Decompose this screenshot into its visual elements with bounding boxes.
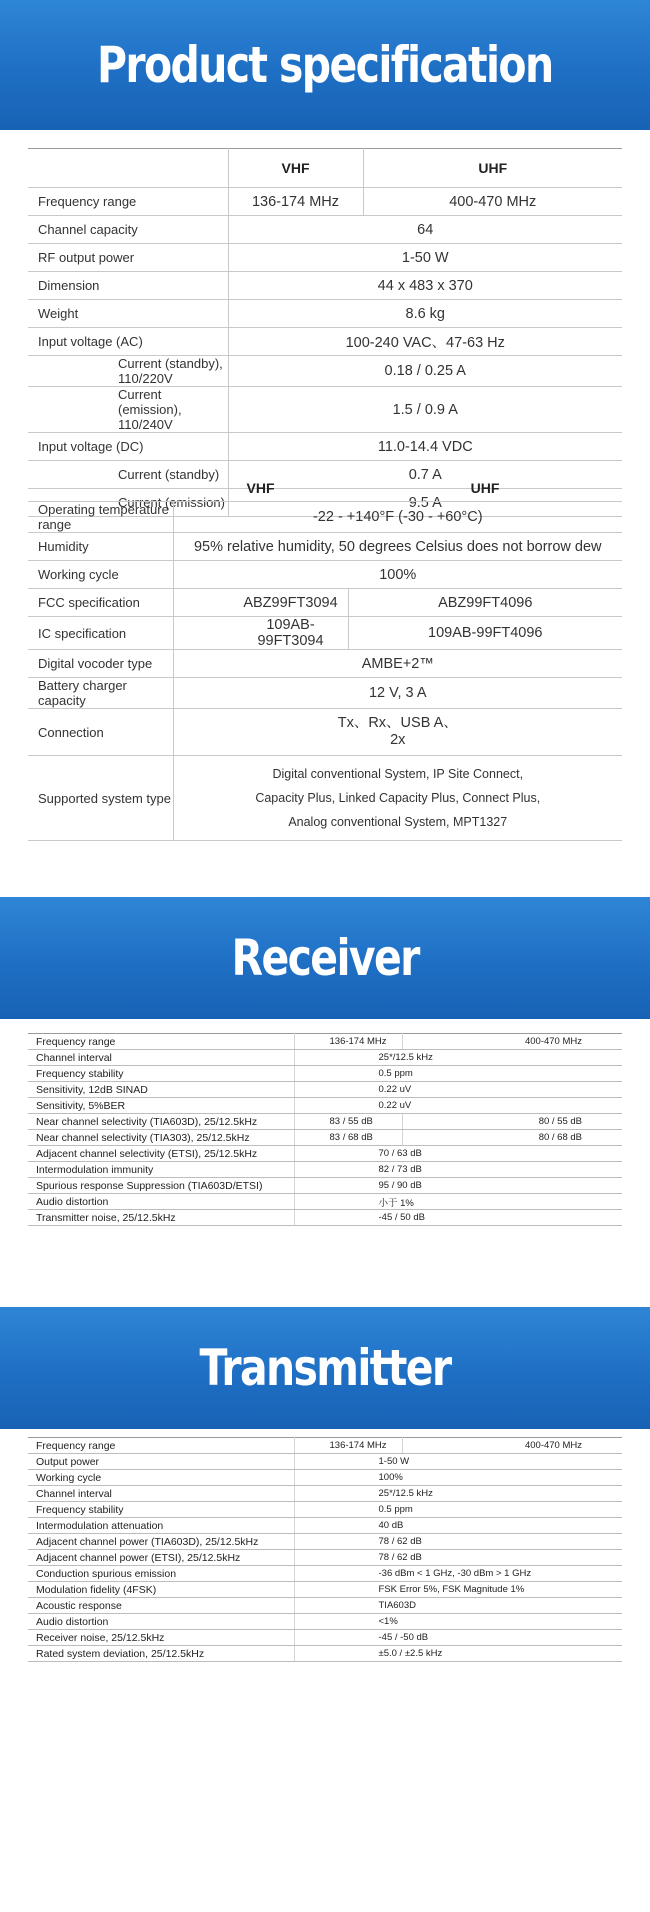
spec-value: 100% xyxy=(173,561,622,589)
receiver-value: 70 / 63 dB xyxy=(294,1146,622,1162)
transmitter-value-uhf: 400-470 MHz xyxy=(402,1438,622,1454)
receiver-label: Channel interval xyxy=(28,1050,294,1066)
receiver-row xyxy=(28,1162,622,1178)
receiver-value: 0.22 uV xyxy=(294,1082,622,1098)
spec-label: Humidity xyxy=(28,533,173,561)
spec-label: Input voltage (DC) xyxy=(28,433,228,461)
spec-label: IC specification xyxy=(28,617,173,650)
spec-label: Current (emission), 110/240V xyxy=(28,387,228,433)
receiver-value: 小于 1% xyxy=(294,1194,622,1210)
transmitter-value: 78 / 62 dB xyxy=(294,1534,622,1550)
connection-line: 2x xyxy=(390,732,406,748)
receiver-label: Audio distortion xyxy=(28,1194,294,1210)
receiver-value-uhf: 80 / 55 dB xyxy=(402,1114,622,1130)
spec-label: Connection xyxy=(28,709,173,756)
receiver-row xyxy=(28,1114,622,1130)
transmitter-label: Intermodulation attenuation xyxy=(28,1518,294,1534)
section-title: Transmitter xyxy=(199,1339,451,1397)
receiver-row xyxy=(28,1098,622,1114)
receiver-label: Frequency range xyxy=(28,1034,294,1050)
receiver-label: Frequency stability xyxy=(28,1066,294,1082)
receiver-label: Transmitter noise, 25/12.5kHz xyxy=(28,1210,294,1226)
receiver-value: 95 / 90 dB xyxy=(294,1178,622,1194)
receiver-value-vhf: 83 / 68 dB xyxy=(294,1130,402,1146)
spec-row xyxy=(28,188,622,216)
transmitter-value: -45 / -50 dB xyxy=(294,1630,622,1646)
spec-label: Input voltage (AC) xyxy=(28,328,228,356)
transmitter-value: TIA603D xyxy=(294,1598,622,1614)
connection-value xyxy=(173,709,622,756)
spec-row xyxy=(28,650,622,678)
spec-value: 12 V, 3 A xyxy=(173,678,622,709)
transmitter-label: Acoustic response xyxy=(28,1598,294,1614)
spec-row xyxy=(28,328,622,356)
system-line: Analog conventional System, MPT1327 xyxy=(288,815,508,829)
spec-value: 0.18 / 0.25 A xyxy=(228,356,622,387)
spec-label: Current (emission) xyxy=(28,489,228,517)
section-title: Receiver xyxy=(231,929,419,987)
connection-line: Tx、Rx、USB A、 xyxy=(337,715,458,731)
transmitter-value: 1-50 W xyxy=(294,1454,622,1470)
receiver-table xyxy=(28,1033,622,1226)
transmitter-banner xyxy=(0,1307,650,1429)
spec-label: Supported system type xyxy=(28,756,173,841)
spec-row xyxy=(28,216,622,244)
transmitter-row xyxy=(28,1518,622,1534)
transmitter-row xyxy=(28,1534,622,1550)
spec-row xyxy=(28,356,622,387)
receiver-label: Sensitivity, 5%BER xyxy=(28,1098,294,1114)
spec-value: 11.0-14.4 VDC xyxy=(228,433,622,461)
receiver-banner xyxy=(0,897,650,1019)
spec-row xyxy=(28,433,622,461)
transmitter-label: Frequency stability xyxy=(28,1502,294,1518)
header-vhf: VHF xyxy=(173,475,348,502)
receiver-label: Intermodulation immunity xyxy=(28,1162,294,1178)
spec-row xyxy=(28,387,622,433)
receiver-label: Near channel selectivity (TIA603D), 25/12.5kHz xyxy=(28,1114,294,1130)
spec-row xyxy=(28,678,622,709)
receiver-row xyxy=(28,1082,622,1098)
header-uhf: UHF xyxy=(348,475,622,502)
spec-value-vhf: 109AB-99FT3094 xyxy=(173,617,348,650)
transmitter-row xyxy=(28,1614,622,1630)
transmitter-label: Conduction spurious emission xyxy=(28,1566,294,1582)
spec-row xyxy=(28,244,622,272)
spec-label: Working cycle xyxy=(28,561,173,589)
spec-row xyxy=(28,502,622,533)
transmitter-value: 25*/12.5 kHz xyxy=(294,1486,622,1502)
transmitter-value: ±5.0 / ±2.5 kHz xyxy=(294,1646,622,1662)
spec-value-vhf: 136-174 MHz xyxy=(228,188,363,216)
spec-value: 1-50 W xyxy=(228,244,622,272)
transmitter-label: Receiver noise, 25/12.5kHz xyxy=(28,1630,294,1646)
receiver-label: Adjacent channel selectivity (ETSI), 25/12.5kHz xyxy=(28,1146,294,1162)
spec-value: 1.5 / 0.9 A xyxy=(228,387,622,433)
spec-value: 44 x 483 x 370 xyxy=(228,272,622,300)
receiver-row xyxy=(28,1050,622,1066)
receiver-row xyxy=(28,1178,622,1194)
transmitter-label: Adjacent channel power (TIA603D), 25/12.5kHz xyxy=(28,1534,294,1550)
receiver-row xyxy=(28,1210,622,1226)
transmitter-row xyxy=(28,1630,622,1646)
spec-banner xyxy=(0,0,650,130)
spec-value: 95% relative humidity, 50 degrees Celsius does not borrow dew xyxy=(173,533,622,561)
transmitter-value: 40 dB xyxy=(294,1518,622,1534)
spec-table-secondary xyxy=(28,475,622,841)
transmitter-row xyxy=(28,1454,622,1470)
receiver-label: Sensitivity, 12dB SINAD xyxy=(28,1082,294,1098)
spec-value: 64 xyxy=(228,216,622,244)
transmitter-label: Rated system deviation, 25/12.5kHz xyxy=(28,1646,294,1662)
transmitter-label: Working cycle xyxy=(28,1470,294,1486)
receiver-value-vhf: 136-174 MHz xyxy=(294,1034,402,1050)
spec-value: 9.5 A xyxy=(228,489,622,517)
spec-row xyxy=(28,589,622,617)
receiver-value-uhf: 80 / 68 dB xyxy=(402,1130,622,1146)
system-value xyxy=(173,756,622,841)
header-uhf: UHF xyxy=(363,149,622,188)
spec-value: AMBE+2™ xyxy=(173,650,622,678)
spec-value: 8.6 kg xyxy=(228,300,622,328)
header-blank xyxy=(28,475,173,502)
spec-value-uhf: 109AB-99FT4096 xyxy=(348,617,622,650)
receiver-row xyxy=(28,1066,622,1082)
spec-value-uhf: 400-470 MHz xyxy=(363,188,622,216)
transmitter-label: Adjacent channel power (ETSI), 25/12.5kHz xyxy=(28,1550,294,1566)
spec-row xyxy=(28,533,622,561)
transmitter-value: 100% xyxy=(294,1470,622,1486)
spec-label: FCC specification xyxy=(28,589,173,617)
transmitter-table xyxy=(28,1437,622,1662)
transmitter-row xyxy=(28,1646,622,1662)
spec-row xyxy=(28,561,622,589)
spec-value-uhf: ABZ99FT4096 xyxy=(348,589,622,617)
spec-label: RF output power xyxy=(28,244,228,272)
receiver-value: 0.5 ppm xyxy=(294,1066,622,1082)
section-title: Product specification xyxy=(97,36,553,94)
spec-row-system xyxy=(28,756,622,841)
spec-table-main xyxy=(28,148,622,517)
spec-value: 100-240 VAC、47-63 Hz xyxy=(228,328,622,356)
receiver-row xyxy=(28,1130,622,1146)
spec-value: 0.7 A xyxy=(228,461,622,489)
transmitter-value: 0.5 ppm xyxy=(294,1502,622,1518)
transmitter-row xyxy=(28,1566,622,1582)
spec-label: Operating temperature range xyxy=(28,502,173,533)
transmitter-row xyxy=(28,1486,622,1502)
transmitter-row xyxy=(28,1502,622,1518)
transmitter-row xyxy=(28,1438,622,1454)
spec-label: Current (standby), 110/220V xyxy=(28,356,228,387)
system-line: Capacity Plus, Linked Capacity Plus, Connect Plus, xyxy=(255,791,541,805)
spec-label: Current (standby) xyxy=(28,461,228,489)
transmitter-value: -36 dBm < 1 GHz, -30 dBm > 1 GHz xyxy=(294,1566,622,1582)
transmitter-value: FSK Error 5%, FSK Magnitude 1% xyxy=(294,1582,622,1598)
spec-row xyxy=(28,272,622,300)
receiver-row xyxy=(28,1034,622,1050)
receiver-value: -45 / 50 dB xyxy=(294,1210,622,1226)
transmitter-value: <1% xyxy=(294,1614,622,1630)
receiver-value: 82 / 73 dB xyxy=(294,1162,622,1178)
transmitter-label: Modulation fidelity (4FSK) xyxy=(28,1582,294,1598)
spec-label: Channel capacity xyxy=(28,216,228,244)
transmitter-value: 78 / 62 dB xyxy=(294,1550,622,1566)
spec-label: Frequency range xyxy=(28,188,228,216)
receiver-row xyxy=(28,1146,622,1162)
receiver-label: Near channel selectivity (TIA303), 25/12.5kHz xyxy=(28,1130,294,1146)
system-line: Digital conventional System, IP Site Connect, xyxy=(272,767,524,781)
spec-row-connection xyxy=(28,709,622,756)
receiver-row xyxy=(28,1194,622,1210)
transmitter-row xyxy=(28,1582,622,1598)
spec-label: Weight xyxy=(28,300,228,328)
spec-label: Dimension xyxy=(28,272,228,300)
spec-label: Battery charger capacity xyxy=(28,678,173,709)
spec-label: Digital vocoder type xyxy=(28,650,173,678)
spec-value-vhf: ABZ99FT3094 xyxy=(173,589,348,617)
transmitter-value-vhf: 136-174 MHz xyxy=(294,1438,402,1454)
receiver-value: 25*/12.5 kHz xyxy=(294,1050,622,1066)
transmitter-row xyxy=(28,1598,622,1614)
spec-row xyxy=(28,617,622,650)
header-blank xyxy=(28,149,228,188)
spec-value: -22 - +140°F (-30 - +60°C) xyxy=(173,502,622,533)
transmitter-label: Output power xyxy=(28,1454,294,1470)
receiver-value-uhf: 400-470 MHz xyxy=(402,1034,622,1050)
spec-row xyxy=(28,300,622,328)
transmitter-row xyxy=(28,1470,622,1486)
header-vhf: VHF xyxy=(228,149,363,188)
transmitter-row xyxy=(28,1550,622,1566)
receiver-value: 0.22 uV xyxy=(294,1098,622,1114)
receiver-label: Spurious response Suppression (TIA603D/ETSI) xyxy=(28,1178,294,1194)
transmitter-label: Channel interval xyxy=(28,1486,294,1502)
receiver-value-vhf: 83 / 55 dB xyxy=(294,1114,402,1130)
transmitter-label: Audio distortion xyxy=(28,1614,294,1630)
transmitter-label: Frequency range xyxy=(28,1438,294,1454)
